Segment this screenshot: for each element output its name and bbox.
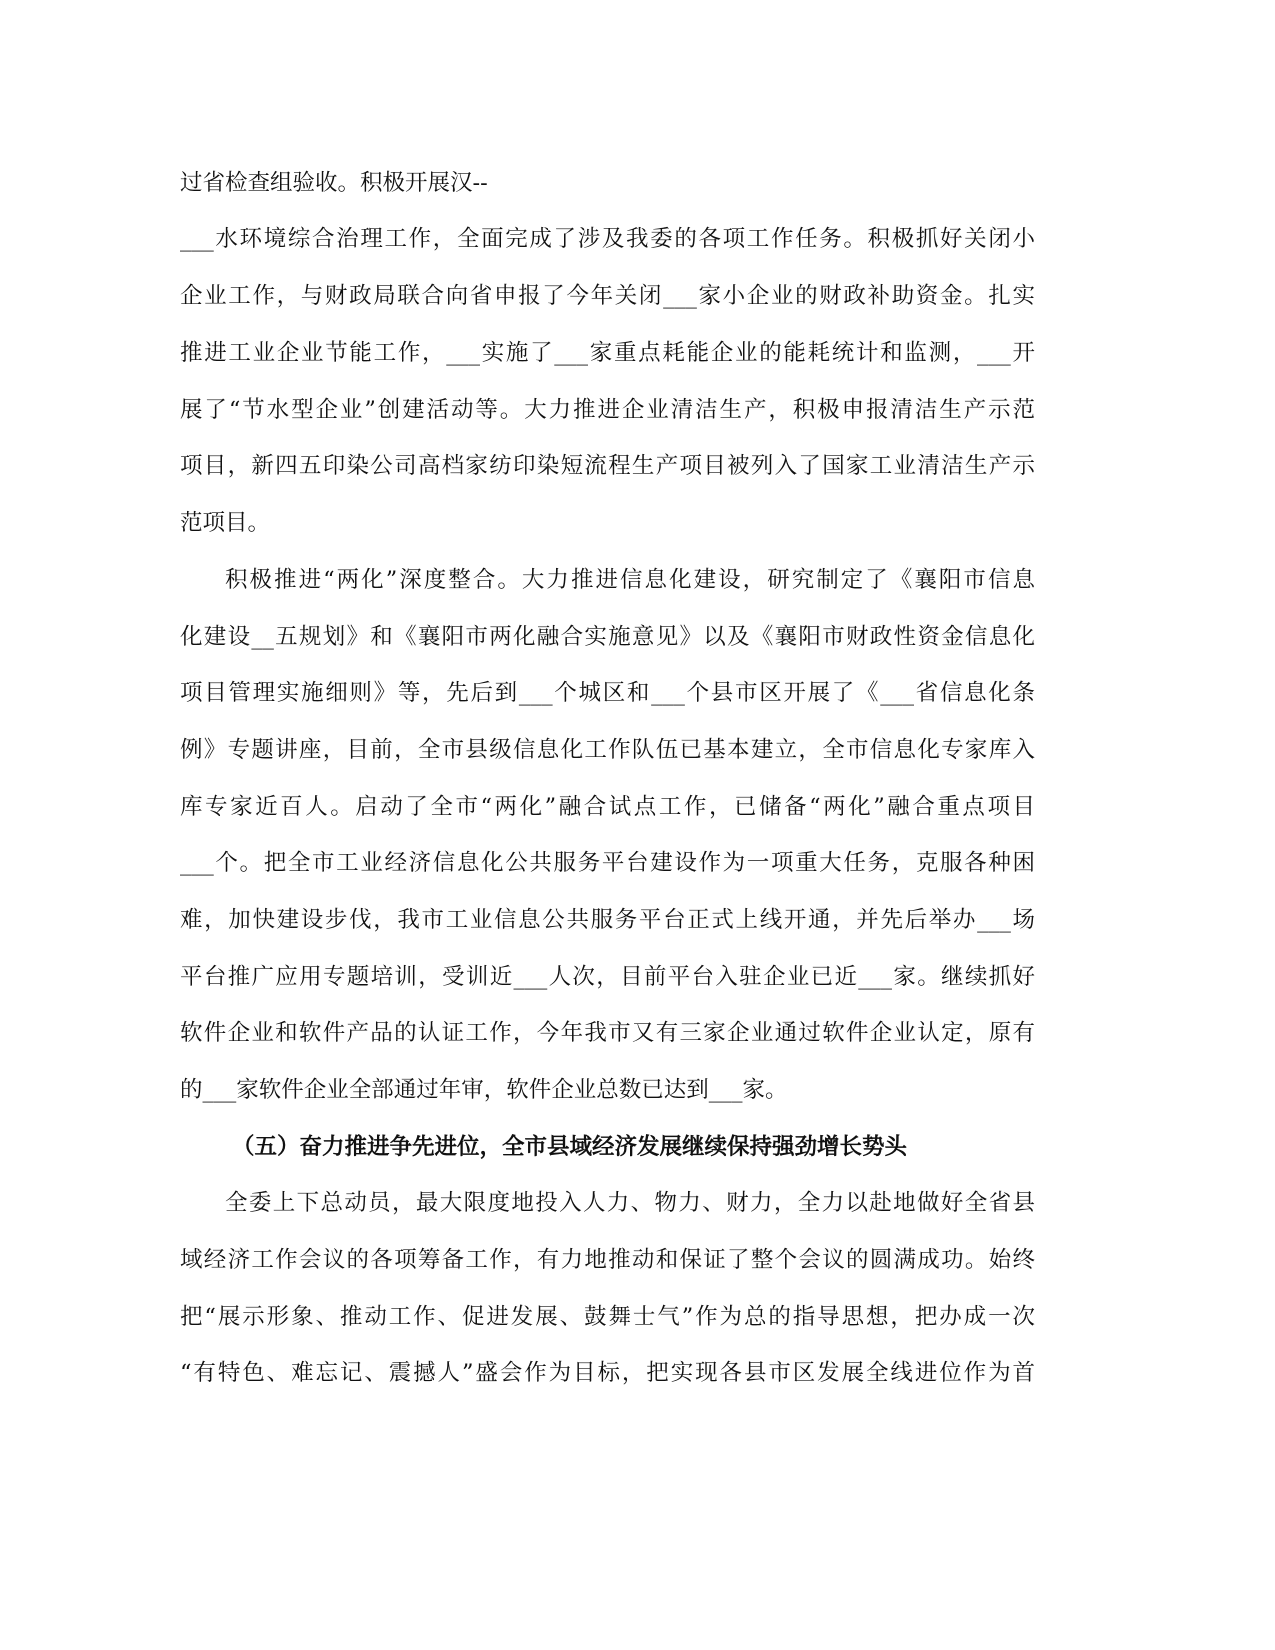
text-line: ___水环境综合治理工作，全面完成了涉及我委的各项工作任务。积极抓好关闭小 <box>180 226 1035 252</box>
text-line: 化建设__五规划》和《襄阳市两化融合实施意见》以及《襄阳市财政性资金信息化 <box>180 624 1035 650</box>
section-heading: （五）奋力推进争先进位，全市县域经济发展继续保持强劲增长势头 <box>232 1134 908 1160</box>
text-line: ___个。把全市工业经济信息化公共服务平台建设作为一项重大任务，克服各种困 <box>180 850 1035 876</box>
text-line: 例》专题讲座，目前，全市县级信息化工作队伍已基本建立，全市信息化专家库入 <box>180 737 1035 763</box>
text-line: 积极推进“两化”深度整合。大力推进信息化建设，研究制定了《襄阳市信息 <box>225 567 1035 593</box>
text-line: “有特色、难忘记、震撼人”盛会作为目标，把实现各县市区发展全线进位作为首 <box>180 1360 1035 1386</box>
text-line: 推进工业企业节能工作，___实施了___家重点耗能企业的能耗统计和监测，___开 <box>180 340 1035 366</box>
text-line: 的___家软件企业全部通过年审，软件企业总数已达到___家。 <box>180 1077 788 1103</box>
text-line: 全委上下总动员，最大限度地投入人力、物力、财力，全力以赴地做好全省县 <box>225 1190 1035 1216</box>
text-line: 平台推广应用专题培训，受训近___人次，目前平台入驻企业已近___家。继续抓好 <box>180 964 1035 990</box>
text-line: 域经济工作会议的各项筹备工作，有力地推动和保证了整个会议的圆满成功。始终 <box>180 1247 1035 1273</box>
text-line: 把“展示形象、推动工作、促进发展、鼓舞士气”作为总的指导思想，把办成一次 <box>180 1304 1035 1330</box>
text-line: 难，加快建设步伐，我市工业信息公共服务平台正式上线开通，并先后举办___场 <box>180 907 1035 933</box>
text-line: 范项目。 <box>180 510 271 536</box>
text-line: 软件企业和软件产品的认证工作，今年我市又有三家企业通过软件企业认定，原有 <box>180 1020 1035 1046</box>
text-line: 企业工作，与财政局联合向省申报了今年关闭___家小企业的财政补助资金。扎实 <box>180 283 1035 309</box>
text-line: 项目，新四五印染公司高档家纺印染短流程生产项目被列入了国家工业清洁生产示 <box>180 453 1035 479</box>
text-line: 项目管理实施细则》等，先后到___个城区和___个县市区开展了《___省信息化条 <box>180 680 1035 706</box>
text-line: 展了“节水型企业”创建活动等。大力推进企业清洁生产，积极申报清洁生产示范 <box>180 397 1035 423</box>
text-line: 过省检查组验收。积极开展汉-- <box>180 170 488 196</box>
text-line: 库专家近百人。启动了全市“两化”融合试点工作，已储备“两化”融合重点项目 <box>180 794 1035 820</box>
